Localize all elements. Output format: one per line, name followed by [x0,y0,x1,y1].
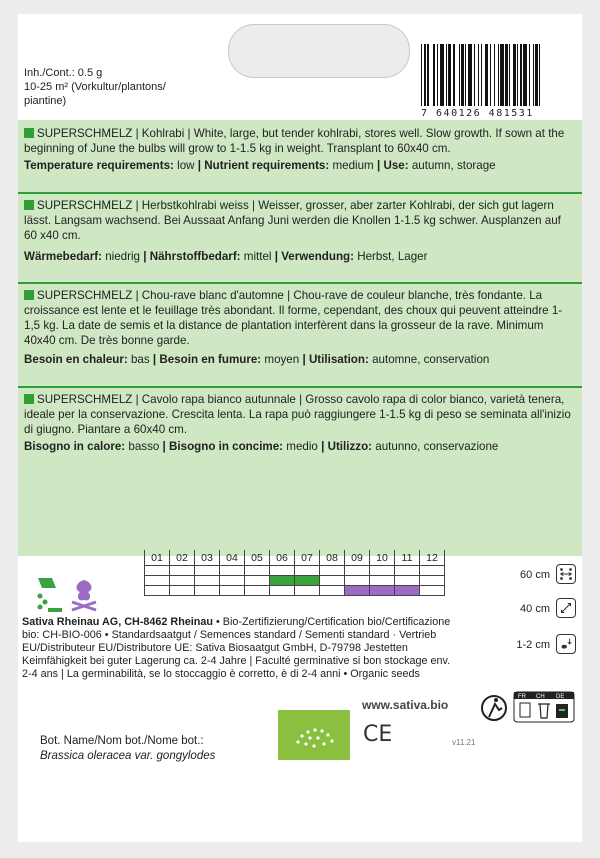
month-04: 04 [220,550,245,566]
plant-spacing: 40 cm [502,598,580,620]
sowing-hand-icon [30,574,66,614]
calendar-cell [195,576,220,586]
description-it: SUPERSCHMELZ | Cavolo rapa bianco autunnale | Grosso cavolo rapa di color bianco, varietà tenera, ideale per la conservazione. Crescita lenta. La rapa può raggiungere 1-1.5 kg di peso se seminata all'inizio di giugno. Piantare a 60x40 cm. Bisogno in calore: basso | Bisogno in concime: medio | Utilizzo: autunno, conservazione [24,392,576,454]
ce-mark: CE [363,722,393,747]
month-12: 12 [420,550,445,566]
month-11: 11 [395,550,420,566]
calendar-cell [395,566,420,576]
latin-name: Brassica oleracea var. gongylodes [40,750,216,762]
calendar-cell [420,576,445,586]
description-fr: SUPERSCHMELZ | Chou-rave blanc d'automne | Chou-rave de couleur blanche, très fondante. La croissance est lente et le feuillage très abondant. Il forme, cependant, des choux qui peuvent atteindre 1-1,5 kg. La date de semis et la distance de plantation interfèrent dans la grosseur de la rave. Minimum 40x40 cm. De très bonne garde. Besoin en chaleur: bas | Besoin en fumure: moyen | Utilisation: automne, conservation [24,288,576,367]
month-02: 02 [170,550,195,566]
harvest-plant-icon [66,574,102,614]
month-07: 07 [295,550,320,566]
calendar-cell [145,566,170,576]
month-01: 01 [145,550,170,566]
calendar-cell [170,576,195,586]
divider [18,282,582,284]
calendar-cell [270,586,295,596]
barcode-bars [421,44,579,106]
sowing-depth: 1-2 cm [502,634,580,656]
green-square-icon [24,394,34,404]
calendar-cell [270,566,295,576]
calendar-cell [345,566,370,576]
month-09: 09 [345,550,370,566]
contents-area-cont: piantine) [24,95,67,107]
bin-icon [538,704,550,718]
calendar-cell [420,586,445,596]
calendar-cell [245,586,270,596]
month-10: 10 [370,550,395,566]
calendar-cell [220,566,245,576]
calendar-row-sowing [145,566,445,576]
row-spacing-icon [556,564,576,584]
sowing-cell-06 [270,576,295,586]
calendar-cell [370,566,395,576]
row-spacing: 60 cm [502,564,580,586]
calendar-cell [220,576,245,586]
calendar-cell [370,576,395,586]
sowing-cell-07 [295,576,320,586]
botanical-label: Bot. Name/Nom bot./Nome bot.: [40,735,204,747]
harvest-cell-09 [345,586,370,596]
calendar-cell [395,576,420,586]
calendar-cell [295,586,320,596]
barcode [421,44,579,119]
calendar-cell [195,586,220,596]
divider [18,192,582,194]
company-info: Sativa Rheinau AG, CH-8462 Rheinau • Bio-Zertifizierung/Certification bio/Certificazione bio: CH-BIO-006 • Standardsaatgut / Semences standard / Sementi standard · Vertrieb EU/Distributeur EU/Distributore UE: Sativa Biosaatgut GmbH, D-79798 Jestetten Keimfähigkeit bei guter Lagerung ca. 2-4 Jahre | Faculté germinative si bon stockage env. 2-4 ans | La germinabilità, se lo stoccaggio è corretto, è di 2-4 anni • Organic seeds [22,616,451,680]
svg-text:CH: CH [536,694,545,700]
calendar-cell [320,576,345,586]
calendar-cell [145,586,170,596]
website-link[interactable]: www.sativa.bio [362,698,449,712]
description-panel [18,120,582,556]
requirements-en: Temperature requirements: low | Nutrient requirements: medium | Use: autumn, storage [24,159,496,172]
plant-spacing-icon [556,598,576,618]
botanical-name [40,734,215,764]
calendar-row-transplant [145,576,445,586]
green-square-icon [24,200,34,210]
calendar-cell [420,566,445,576]
month-08: 08 [320,550,345,566]
harvest-cell-10 [370,586,395,596]
barcode-number: 7 640126 481531 [421,108,534,119]
month-03: 03 [195,550,220,566]
requirements-fr: Besoin en chaleur: bas | Besoin en fumure: moyen | Utilisation: automne, conservation [24,353,490,366]
contents-area: 10-25 m² (Vorkultur/plantons/ [24,81,166,93]
divider [18,386,582,388]
calendar-cell [195,566,220,576]
calendar-cell [345,576,370,586]
month-05: 05 [245,550,270,566]
requirements-de: Wärmebedarf: niedrig | Nährstoffbedarf: mittel | Verwendung: Herbst, Lager [24,250,428,263]
hang-hole [228,24,410,78]
bag-icon [520,703,530,717]
calendar-cell [320,586,345,596]
calendar-cell [170,566,195,576]
calendar-cell [170,586,195,596]
harvest-cell-11 [395,586,420,596]
sowing-depth-icon [556,634,576,654]
recycling-info [480,690,580,730]
calendar-cell [320,566,345,576]
seed-packet-back [18,14,582,842]
calendar-row-harvest [145,586,445,596]
calendar-cell [245,566,270,576]
version-code: v11.21 [452,738,476,747]
calendar-cell [295,566,320,576]
sowing-calendar [144,550,445,596]
eu-organic-logo [278,710,350,760]
month-06: 06 [270,550,295,566]
requirements-it: Bisogno in calore: basso | Bisogno in concime: medio | Utilizzo: autunno, conservazione [24,440,499,453]
svg-text:DE: DE [556,694,565,700]
green-square-icon [24,128,34,138]
svg-text:FR: FR [518,694,526,700]
contents-info [24,66,204,108]
calendar-months [145,550,445,566]
green-square-icon [24,290,34,300]
description-en: SUPERSCHMELZ | Kohlrabi | White, large, but tender kohlrabi, stores well. Slow growth. If sown at the beginning of June the bulbs will grow to 1-1.5 kg in weight. Transplant to 60x40 cm. Temperature requirements: low | Nutrient requirements: medium | Use: autumn, storage [24,126,576,173]
calendar-cell [220,586,245,596]
description-de: SUPERSCHMELZ | Herbstkohlrabi weiss | Weisser, grosser, aber zarter Kohlrabi, der sich gut lagern lässt. Langsam wachsend. Bei Aussaat Anfang Juni werden die Knollen 1-1.5 kg schwer. Ausplanzen auf 60 x40 cm. Wärmebedarf: niedrig | Nährstoffbedarf: mittel | Verwendung: Herbst, Lager [24,198,576,264]
contents-weight: Inh./Cont.: 0.5 g [24,67,103,79]
calendar-cell [145,576,170,586]
recycle-person-icon [482,696,506,720]
calendar-cell [245,576,270,586]
